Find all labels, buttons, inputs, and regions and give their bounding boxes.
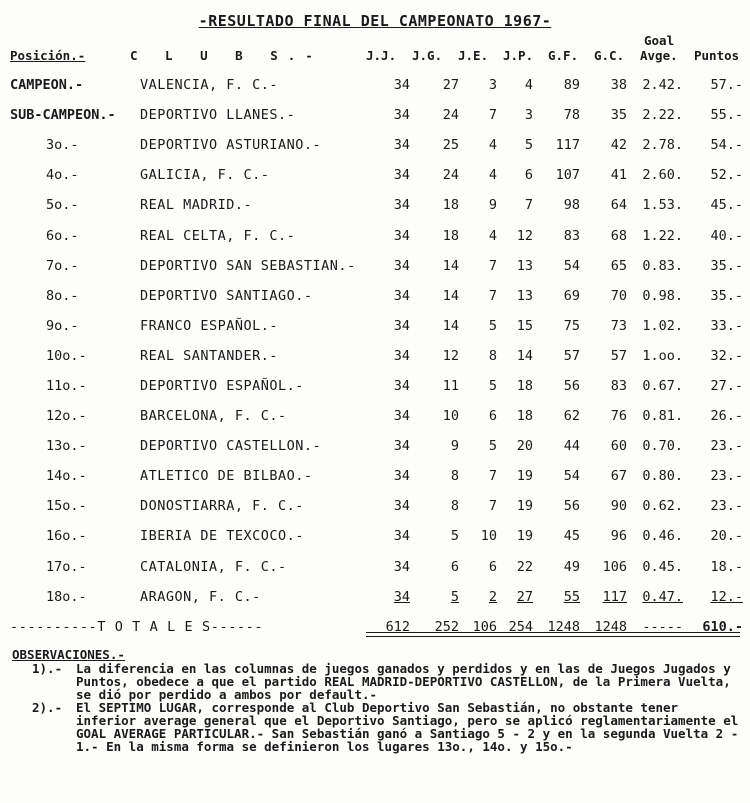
club-cell: DEPORTIVO SAN SEBASTIAN.-: [140, 257, 356, 274]
stat-cell-jg: 24: [442, 167, 459, 184]
stat-cell-gc: 83: [610, 377, 627, 394]
totals-cell-pts: 610.-: [702, 618, 743, 635]
stat-cell-pts: 20.-: [710, 528, 743, 545]
table-row: [0, 130, 750, 160]
stat-cell-pts: 12.-: [710, 588, 743, 605]
stat-cell-jp: 22: [516, 558, 533, 575]
stat-cell-jg: 25: [442, 137, 459, 154]
stat-cell-jp: 7: [524, 197, 533, 214]
stat-cell-gc: 67: [610, 468, 627, 485]
stat-cell-pts: 33.-: [710, 317, 743, 334]
stat-cell-jp: 15: [516, 317, 533, 334]
stat-cell-avg: 1.22.: [642, 227, 683, 244]
table-row: [0, 521, 750, 551]
stat-cell-gc: 70: [610, 287, 627, 304]
stat-cell-jj: 34: [393, 588, 410, 605]
stat-cell-pts: 40.-: [710, 227, 743, 244]
observations: [12, 648, 742, 753]
stat-cell-pts: 32.-: [710, 347, 743, 364]
stat-cell-gf: 83: [563, 227, 580, 244]
stat-cell-gc: 106: [602, 558, 627, 575]
stat-cell-jg: 14: [442, 257, 459, 274]
stat-cell-gf: 54: [563, 468, 580, 485]
position-cell: 18o.-: [46, 588, 87, 605]
header-pts: Puntos: [694, 48, 740, 63]
stat-cell-jg: 5: [450, 588, 459, 605]
stat-cell-pts: 35.-: [710, 257, 743, 274]
position-cell: 13o.-: [46, 438, 87, 455]
stat-cell-avg: 0.98.: [642, 287, 683, 304]
header-gf: G.F.: [548, 48, 579, 63]
stat-cell-je: 7: [488, 257, 497, 274]
table-row: [0, 552, 750, 582]
stat-cell-jj: 34: [393, 317, 410, 334]
stat-cell-jp: 3: [524, 107, 533, 124]
stat-cell-jj: 34: [393, 197, 410, 214]
totals-cell-jp: 254: [508, 618, 533, 635]
stat-cell-avg: 0.81.: [642, 408, 683, 425]
stat-cell-gf: 117: [555, 137, 580, 154]
club-cell: FRANCO ESPAÑOL.-: [140, 317, 279, 334]
stat-cell-jp: 19: [516, 498, 533, 515]
totals-cell-jj: 612: [385, 618, 410, 635]
club-cell: REAL SANTANDER.-: [140, 347, 279, 364]
table-row: [0, 190, 750, 220]
totals-cell-gf: 1248: [547, 618, 580, 635]
stat-cell-jj: 34: [393, 167, 410, 184]
stat-cell-gf: 56: [563, 377, 580, 394]
stat-cell-avg: 0.46.: [642, 528, 683, 545]
stat-cell-jp: 18: [516, 377, 533, 394]
position-cell: 16o.-: [46, 528, 87, 545]
stat-cell-jj: 34: [393, 227, 410, 244]
stat-cell-pts: 23.-: [710, 468, 743, 485]
stat-cell-avg: 0.80.: [642, 468, 683, 485]
stat-cell-jj: 34: [393, 287, 410, 304]
stat-cell-avg: 0.45.: [642, 558, 683, 575]
stat-cell-je: 5: [488, 438, 497, 455]
position-cell: 12o.-: [46, 408, 87, 425]
header-je: J.E.: [458, 48, 489, 63]
stat-cell-gc: 35: [610, 107, 627, 124]
club-cell: ATLETICO DE BILBAO.-: [140, 468, 313, 485]
club-cell: ARAGON, F. C.-: [140, 588, 261, 605]
stat-cell-avg: 2.78.: [642, 137, 683, 154]
totals-cell-jg: 252: [434, 618, 459, 635]
stat-cell-jg: 5: [450, 528, 459, 545]
stat-cell-jg: 8: [450, 498, 459, 515]
stat-cell-je: 4: [488, 137, 497, 154]
stat-cell-jp: 27: [516, 588, 533, 605]
stat-cell-jp: 19: [516, 468, 533, 485]
table-row: [0, 100, 750, 130]
observation-item: [12, 701, 742, 753]
position-cell: 7o.-: [46, 257, 79, 274]
position-cell: 17o.-: [46, 558, 87, 575]
table-row: [0, 341, 750, 371]
stat-cell-gc: 96: [610, 528, 627, 545]
stat-cell-gf: 55: [563, 588, 580, 605]
club-cell: CATALONIA, F. C.-: [140, 558, 287, 575]
stat-cell-gf: 98: [563, 197, 580, 214]
stat-cell-jp: 5: [524, 137, 533, 154]
stat-cell-gf: 62: [563, 408, 580, 425]
stat-cell-jg: 9: [450, 438, 459, 455]
stat-cell-gf: 56: [563, 498, 580, 515]
stat-cell-jj: 34: [393, 498, 410, 515]
totals-cell-gc: 1248: [594, 618, 627, 635]
table-row: [0, 401, 750, 431]
stat-cell-gc: 90: [610, 498, 627, 515]
stat-cell-jg: 14: [442, 317, 459, 334]
stat-cell-je: 4: [488, 227, 497, 244]
observation-text: El SEPTIMO LUGAR, corresponde al Club Deportivo San Sebastián, no obstante tener inferior average general que el Deportivo Santiago, pero se aplicó reglamentariamente el GOAL AVERAGE PARTICULAR.- San Sebastián ganó a Santiago 5 - 2 y en la segunda Vuelta 2 - 1.- En la misma forma se definieron los lugares 13o., 14o. y 15o.-: [76, 700, 739, 754]
document-title: -RESULTADO FINAL DEL CAMPEONATO 1967-: [198, 12, 552, 30]
position-cell: 8o.-: [46, 287, 79, 304]
header-gc: G.C.: [594, 48, 625, 63]
stat-cell-jp: 20: [516, 438, 533, 455]
stat-cell-je: 7: [488, 498, 497, 515]
stat-cell-jj: 34: [393, 528, 410, 545]
observations-title: OBSERVACIONES.-: [12, 647, 125, 662]
club-cell: IBERIA DE TEXCOCO.-: [140, 528, 304, 545]
stat-cell-pts: 57.-: [710, 77, 743, 94]
stat-cell-je: 3: [488, 77, 497, 94]
stat-cell-jj: 34: [393, 468, 410, 485]
stat-cell-jg: 27: [442, 77, 459, 94]
stat-cell-je: 10: [480, 528, 497, 545]
stat-cell-pts: 52.-: [710, 167, 743, 184]
stat-cell-je: 7: [488, 287, 497, 304]
stat-cell-gc: 117: [602, 588, 627, 605]
stat-cell-jj: 34: [393, 558, 410, 575]
stat-cell-avg: 1.53.: [642, 197, 683, 214]
stat-cell-jp: 6: [524, 167, 533, 184]
observation-number: 1).-: [32, 661, 63, 676]
header-jj: J.J.: [366, 48, 397, 63]
club-cell: REAL CELTA, F. C.-: [140, 227, 296, 244]
stat-cell-jg: 8: [450, 468, 459, 485]
position-cell: 5o.-: [46, 197, 79, 214]
stat-cell-jp: 18: [516, 408, 533, 425]
stat-cell-jg: 18: [442, 227, 459, 244]
position-cell: 11o.-: [46, 377, 87, 394]
stat-cell-pts: 23.-: [710, 438, 743, 455]
stat-cell-jj: 34: [393, 77, 410, 94]
stat-cell-jg: 10: [442, 408, 459, 425]
standings-body: [0, 70, 750, 642]
stat-cell-pts: 18.-: [710, 558, 743, 575]
club-cell: GALICIA, F. C.-: [140, 167, 270, 184]
observation-item: [12, 662, 742, 701]
position-cell: 6o.-: [46, 227, 79, 244]
stat-cell-pts: 35.-: [710, 287, 743, 304]
header-avg-top: Goal: [644, 33, 675, 48]
stat-cell-je: 4: [488, 167, 497, 184]
stat-cell-je: 8: [488, 347, 497, 364]
totals-cell-avg: -----: [642, 618, 683, 635]
stat-cell-gc: 64: [610, 197, 627, 214]
stat-cell-avg: 2.42.: [642, 77, 683, 94]
table-row: [0, 281, 750, 311]
table-row: [0, 160, 750, 190]
stat-cell-jj: 34: [393, 137, 410, 154]
table-row: [0, 461, 750, 491]
header-avg: Avge.: [640, 48, 678, 63]
stat-cell-gf: 49: [563, 558, 580, 575]
stat-cell-jg: 18: [442, 197, 459, 214]
stat-cell-avg: 0.83.: [642, 257, 683, 274]
stat-cell-gf: 54: [563, 257, 580, 274]
stat-cell-jp: 12: [516, 227, 533, 244]
stat-cell-gf: 69: [563, 287, 580, 304]
stat-cell-jp: 19: [516, 528, 533, 545]
stat-cell-avg: 1.02.: [642, 317, 683, 334]
stat-cell-gf: 107: [555, 167, 580, 184]
header-club: C L U B S.-: [130, 48, 323, 63]
totals-cell-je: 106: [472, 618, 497, 635]
stat-cell-pts: 55.-: [710, 107, 743, 124]
stat-cell-jp: 4: [524, 77, 533, 94]
club-cell: DEPORTIVO CASTELLON.-: [140, 438, 322, 455]
stat-cell-jj: 34: [393, 438, 410, 455]
stat-cell-jp: 14: [516, 347, 533, 364]
stat-cell-jp: 13: [516, 257, 533, 274]
stat-cell-gf: 57: [563, 347, 580, 364]
stat-cell-gf: 78: [563, 107, 580, 124]
table-row: [0, 582, 750, 612]
stat-cell-jj: 34: [393, 257, 410, 274]
table-row: [0, 431, 750, 461]
stat-cell-gf: 44: [563, 438, 580, 455]
stat-cell-avg: 1.oo.: [642, 347, 683, 364]
stat-cell-gc: 41: [610, 167, 627, 184]
club-cell: DONOSTIARRA, F. C.-: [140, 498, 304, 515]
table-row: [0, 371, 750, 401]
stat-cell-pts: 27.-: [710, 377, 743, 394]
stat-cell-je: 5: [488, 317, 497, 334]
stat-cell-jg: 24: [442, 107, 459, 124]
stat-cell-je: 5: [488, 377, 497, 394]
stat-cell-je: 2: [488, 588, 497, 605]
position-cell: 9o.-: [46, 317, 79, 334]
club-cell: VALENCIA, F. C.-: [140, 77, 279, 94]
stat-cell-gf: 89: [563, 77, 580, 94]
table-row: [0, 70, 750, 100]
club-cell: DEPORTIVO ASTURIANO.-: [140, 137, 322, 154]
table-row: [0, 311, 750, 341]
stat-cell-gc: 60: [610, 438, 627, 455]
stat-cell-jg: 12: [442, 347, 459, 364]
stat-cell-avg: 0.47.: [642, 588, 683, 605]
stat-cell-je: 6: [488, 408, 497, 425]
stat-cell-gc: 68: [610, 227, 627, 244]
totals-label: ----------T O T A L E S------: [10, 618, 264, 635]
header-jg: J.G.: [412, 48, 443, 63]
stat-cell-jj: 34: [393, 347, 410, 364]
club-cell: REAL MADRID.-: [140, 197, 253, 214]
stat-cell-avg: 0.62.: [642, 498, 683, 515]
stat-cell-pts: 54.-: [710, 137, 743, 154]
stat-cell-pts: 23.-: [710, 498, 743, 515]
stat-cell-gc: 73: [610, 317, 627, 334]
stat-cell-jp: 13: [516, 287, 533, 304]
totals-double-rule: [366, 632, 740, 637]
position-cell: SUB-CAMPEON.-: [10, 107, 116, 124]
stat-cell-jg: 14: [442, 287, 459, 304]
stat-cell-avg: 2.22.: [642, 107, 683, 124]
stat-cell-je: 6: [488, 558, 497, 575]
stat-cell-jg: 11: [442, 377, 459, 394]
standings-table: [0, 70, 750, 642]
stat-cell-avg: 0.67.: [642, 377, 683, 394]
header-position: Posición.-: [10, 48, 86, 63]
stat-cell-pts: 26.-: [710, 408, 743, 425]
stat-cell-jj: 34: [393, 408, 410, 425]
stat-cell-gc: 76: [610, 408, 627, 425]
table-row: [0, 491, 750, 521]
observation-number: 2).-: [32, 700, 63, 715]
stat-cell-je: 9: [488, 197, 497, 214]
observation-text: La diferencia en las columnas de juegos ganados y perdidos y en las de Juegos Jugados y Puntos, obedece a que el partido REAL MADRID-DEPORTIVO CASTELLON, de la Primera Vuelta, se dió por perdido a ambos por default.-: [76, 661, 731, 702]
stat-cell-jj: 34: [393, 377, 410, 394]
stat-cell-pts: 45.-: [710, 197, 743, 214]
stat-cell-gc: 57: [610, 347, 627, 364]
position-cell: 10o.-: [46, 347, 87, 364]
stat-cell-jg: 6: [450, 558, 459, 575]
club-cell: DEPORTIVO LLANES.-: [140, 107, 296, 124]
position-cell: 15o.-: [46, 498, 87, 515]
position-cell: CAMPEON.-: [10, 77, 84, 94]
stat-cell-je: 7: [488, 468, 497, 485]
club-cell: BARCELONA, F. C.-: [140, 408, 287, 425]
stat-cell-gc: 42: [610, 137, 627, 154]
stat-cell-gf: 45: [563, 528, 580, 545]
stat-cell-gc: 38: [610, 77, 627, 94]
stat-cell-avg: 2.60.: [642, 167, 683, 184]
stat-cell-avg: 0.70.: [642, 438, 683, 455]
position-cell: 3o.-: [46, 137, 79, 154]
position-cell: 14o.-: [46, 468, 87, 485]
club-cell: DEPORTIVO SANTIAGO.-: [140, 287, 313, 304]
header-jp: J.P.: [503, 48, 534, 63]
totals-row: [0, 612, 750, 642]
stat-cell-gf: 75: [563, 317, 580, 334]
stat-cell-je: 7: [488, 107, 497, 124]
stat-cell-gc: 65: [610, 257, 627, 274]
club-cell: DEPORTIVO ESPAÑOL.-: [140, 377, 304, 394]
table-row: [0, 220, 750, 250]
stat-cell-jj: 34: [393, 107, 410, 124]
table-row: [0, 251, 750, 281]
position-cell: 4o.-: [46, 167, 79, 184]
